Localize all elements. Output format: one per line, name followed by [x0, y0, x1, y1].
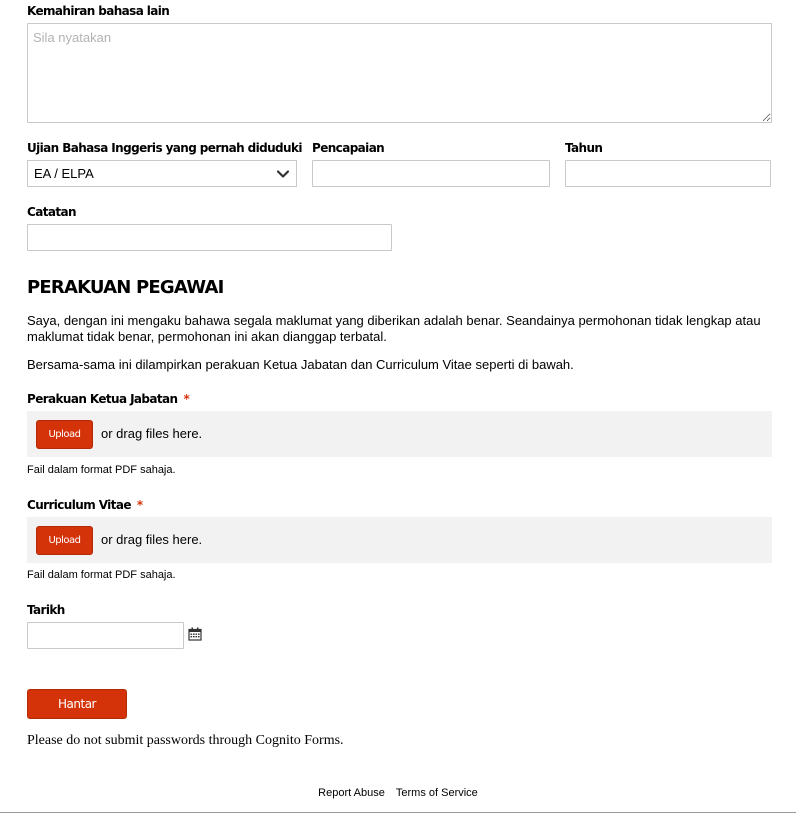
achievement-label: Pencapaian	[312, 141, 385, 155]
cv-note: Fail dalam format PDF sahaja.	[27, 569, 176, 581]
english-test-label: Ujian Bahasa Inggeris yang pernah diduduki	[27, 141, 302, 155]
other-languages-label: Kemahiran bahasa lain	[27, 4, 170, 18]
head-certificate-upload-button[interactable]: Upload	[36, 420, 93, 449]
head-certificate-dropzone[interactable]	[27, 411, 772, 457]
chevron-down-icon	[276, 167, 290, 181]
declaration-paragraph-2: Bersama-sama ini dilampirkan perakuan Ketua Jabatan dan Curriculum Vitae seperti di bawah.	[27, 357, 574, 372]
head-certificate-label-text: Perakuan Ketua Jabatan	[27, 392, 178, 406]
declaration-heading: PERAKUAN PEGAWAI	[27, 277, 224, 298]
report-abuse-link[interactable]: Report Abuse	[318, 787, 385, 799]
year-input[interactable]	[565, 160, 771, 187]
password-warning: Please do not submit passwords through Cognito Forms.	[27, 733, 344, 748]
required-marker: *	[136, 498, 143, 512]
notes-label: Catatan	[27, 205, 76, 219]
date-label: Tarikh	[27, 603, 65, 617]
english-test-select[interactable]	[27, 160, 297, 187]
cv-drag-text: or drag files here.	[101, 532, 203, 547]
declaration-paragraph-1: Saya, dengan ini mengaku bahawa segala maklumat yang diberikan adalah benar. Seandainya permohonan tidak lengkap atau maklumat tidak benar, permohonan ini akan dianggap terbatal.	[27, 313, 761, 344]
year-label: Tahun	[565, 141, 603, 155]
cv-label-text: Curriculum Vitae	[27, 498, 131, 512]
cv-dropzone[interactable]	[27, 517, 772, 563]
calendar-icon[interactable]	[188, 627, 202, 641]
submit-button[interactable]: Hantar	[27, 689, 127, 719]
notes-input[interactable]	[27, 224, 392, 251]
date-input[interactable]	[27, 622, 184, 649]
head-certificate-note: Fail dalam format PDF sahaja.	[27, 464, 176, 476]
achievement-input[interactable]	[312, 160, 550, 187]
bottom-divider	[0, 812, 796, 813]
terms-of-service-link[interactable]: Terms of Service	[395, 787, 478, 799]
footer	[0, 787, 796, 799]
head-certificate-drag-text: or drag files here.	[101, 426, 203, 441]
english-test-selected: EA / ELPA	[34, 166, 94, 181]
required-marker: *	[183, 392, 190, 406]
head-certificate-label	[27, 392, 189, 406]
other-languages-textarea[interactable]	[27, 23, 772, 123]
cv-upload-button[interactable]: Upload	[36, 526, 93, 555]
cv-label	[27, 498, 143, 512]
